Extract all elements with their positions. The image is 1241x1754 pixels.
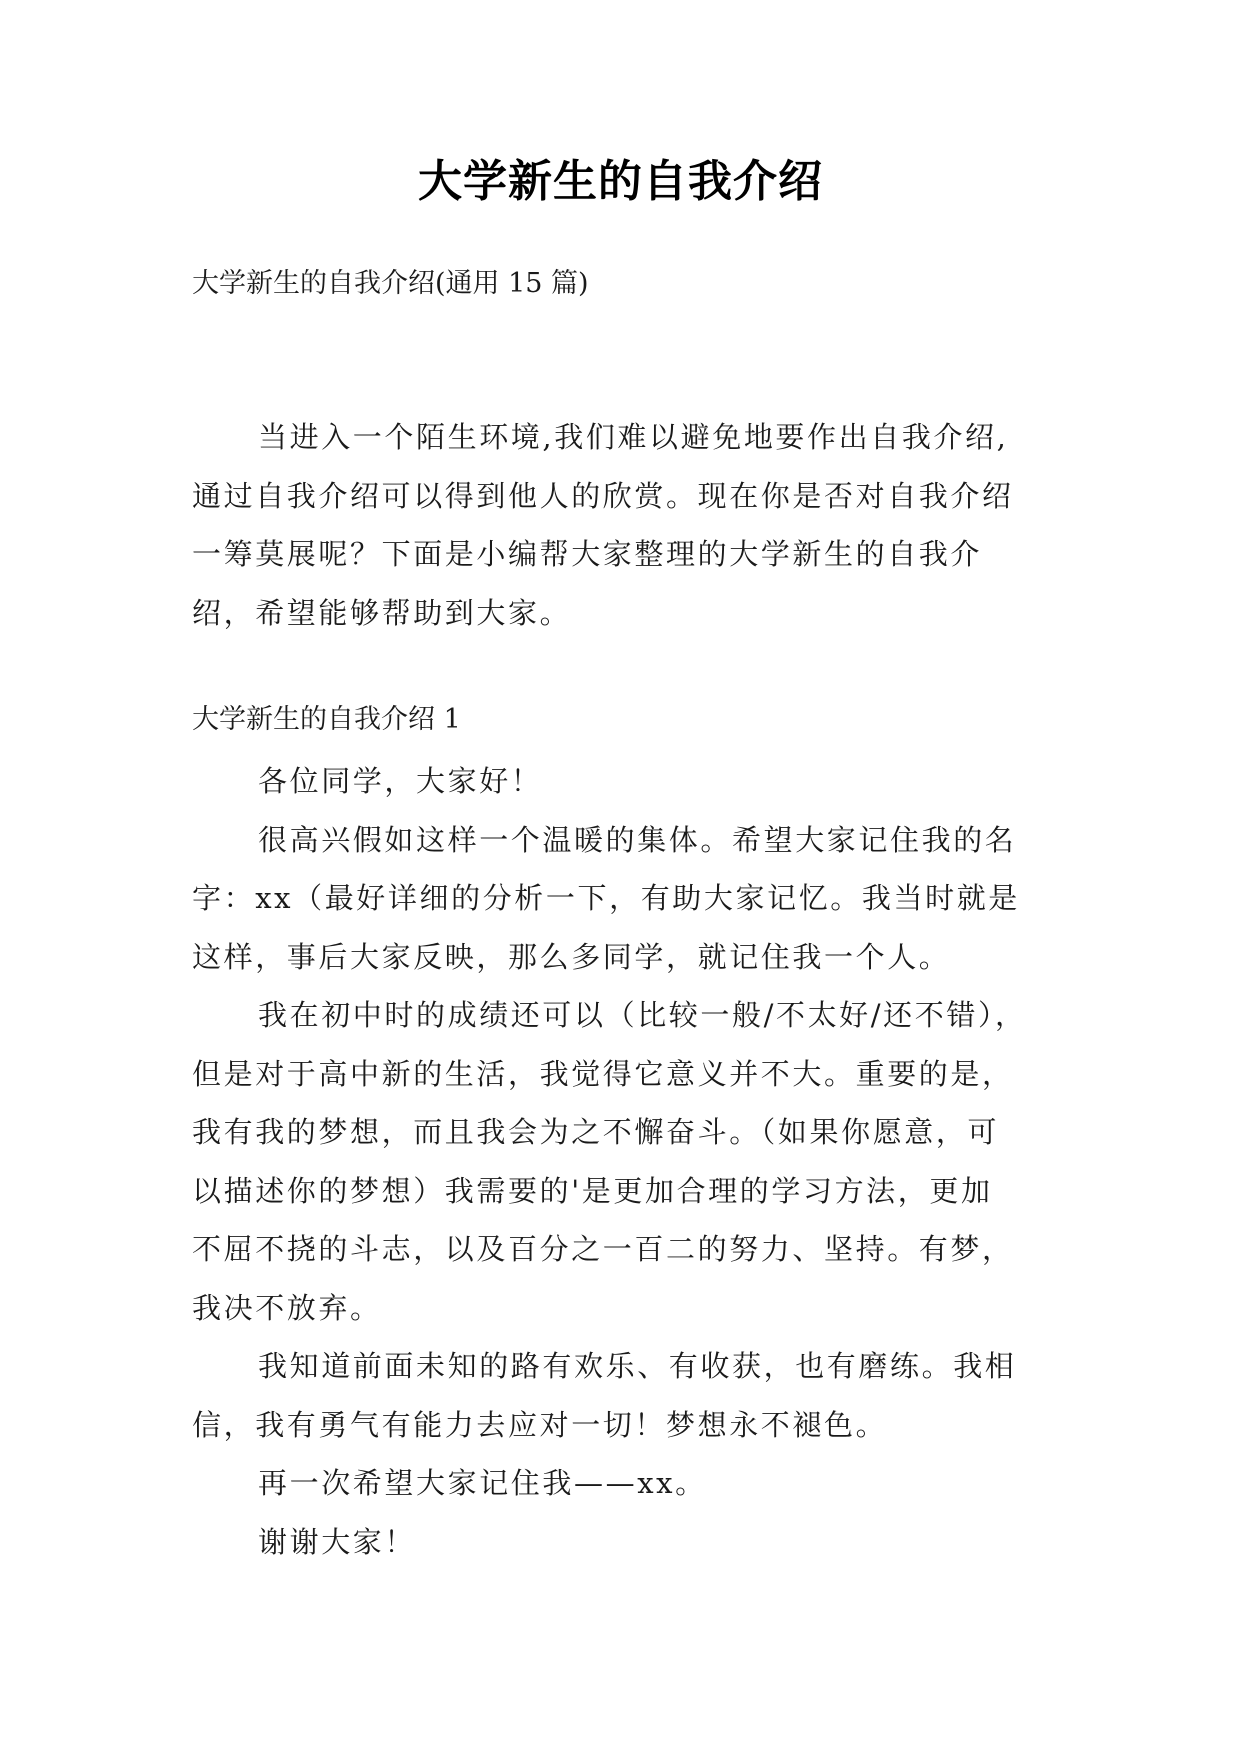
- body-line: 但是对于高中新的生活，我觉得它意义并不大。重要的是，: [192, 1056, 1014, 1091]
- body-line: 我在初中时的成绩还可以（比较一般/不太好/还不错），: [258, 998, 1027, 1032]
- closing-line: 谢谢大家！: [258, 1524, 417, 1559]
- section-heading: 大学新生的自我介绍 1: [192, 704, 461, 735]
- body-line: 我知道前面未知的路有欢乐、有收获，也有磨练。我相: [258, 1349, 1017, 1383]
- body-line: 很高兴假如这样一个温暖的集体。希望大家记住我的名: [258, 822, 1017, 857]
- body-line: 字：xx（最好详细的分析一下，有助大家记忆。我当时就是: [192, 881, 1020, 915]
- intro-line: 一筹莫展呢？下面是小编帮大家整理的大学新生的自我介: [192, 537, 983, 571]
- body-line: 我决不放弃。: [192, 1290, 382, 1325]
- body-line: 再一次希望大家记住我——xx。: [258, 1466, 707, 1500]
- body-line: 这样，事后大家反映，那么多同学，就记住我一个人。: [192, 939, 951, 974]
- intro-line: 绍，希望能够帮助到大家。: [192, 595, 572, 630]
- speech-body: [192, 752, 1052, 1571]
- intro-line: 当进入一个陌生环境,我们难以避免地要作出自我介绍,: [258, 420, 1009, 454]
- body-line: 以描述你的梦想）我需要的'是更加合理的学习方法，更加: [192, 1173, 993, 1208]
- intro-paragraph: [192, 408, 1052, 642]
- body-line: 我有我的梦想，而且我会为之不懈奋斗。（如果你愿意，可: [192, 1115, 1000, 1149]
- intro-line: 通过自我介绍可以得到他人的欣赏。现在你是否对自我介绍: [192, 478, 1014, 513]
- document-subtitle: 大学新生的自我介绍(通用 15 篇): [192, 268, 589, 299]
- document-title: 大学新生的自我介绍: [418, 156, 823, 207]
- greeting-line: 各位同学，大家好！: [258, 764, 543, 798]
- body-line: 不屈不挠的斗志，以及百分之一百二的努力、坚持。有梦，: [192, 1232, 1014, 1266]
- body-line: 信，我有勇气有能力去应对一切！梦想永不褪色。: [192, 1407, 888, 1442]
